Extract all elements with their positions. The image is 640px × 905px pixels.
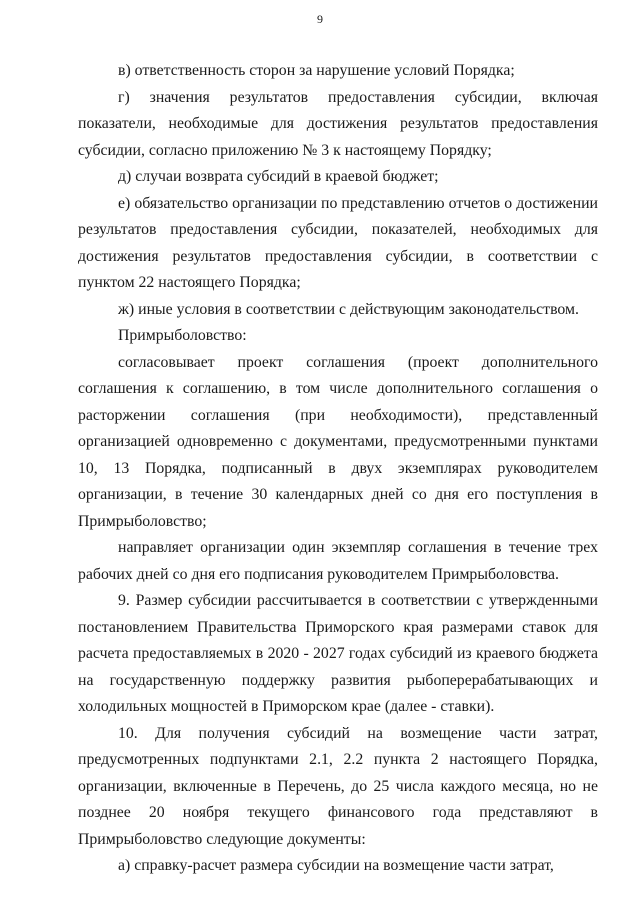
paragraph-item-v: в) ответственность сторон за нарушение условий Порядка; xyxy=(118,62,515,79)
document-body xyxy=(78,58,598,880)
page-number: 9 xyxy=(317,12,323,26)
paragraph-section-10: 10. Для получения субсидий на возмещение части затрат, предусмотренных подпунктами 2.1, 2.2 пункта 2 настоящего Порядка, организации, включенные в Перечень, до 25 числа каждого месяца, но не позднее 20 ноября текущего финансового года представляют в Примрыболовство следующие документы: xyxy=(78,724,598,848)
paragraph-heading-primrybolovstvo: Примрыболовство: xyxy=(118,327,247,344)
paragraph-sends-copy: направляет организации один экземпляр соглашения в течение трех рабочих дней со дня его подписания руководителем Примрыболовства. xyxy=(78,539,598,583)
paragraph-item-d: д) случаи возврата субсидий в краевой бюджет; xyxy=(118,168,439,185)
paragraph-section-9: 9. Размер субсидии рассчитывается в соответствии с утвержденными постановлением Правительства Приморского края размерами ставок для расчета предоставляемых в 2020 - 2027 годах субсидий из краевого бюджета на государственную поддержку развития рыбоперерабатывающих и холодильных мощностей в Приморском крае (далее - ставки). xyxy=(78,592,598,715)
paragraph-item-e: е) обязательство организации по представлению отчетов о достижении результатов предоставления субсидии, показателей, необходимых для достижения результатов предоставления субсидии, в соответствии с пунктом 22 настоящего Порядка; xyxy=(78,194,598,291)
paragraph-item-zh: ж) иные условия в соответствии с действующим законодательством. xyxy=(118,300,579,318)
paragraph-item-a: а) справку-расчет размера субсидии на возмещение части затрат, xyxy=(118,857,554,874)
paragraph-item-g: г) значения результатов предоставления субсидии, включая показатели, необходимые для достижения результатов предоставления субсидии, согласно приложению № 3 к настоящему Порядку; xyxy=(78,88,598,159)
paragraph-agrees-draft: согласовывает проект соглашения (проект дополнительного соглашения к соглашению, в том числе дополнительного соглашения о расторжении соглашения (при необходимости), представленный организацией одновременно с документами, предусмотренными пунктами 10, 13 Порядка, подписанный в двух экземплярах руководителем организации, в течение 30 календарных дней со дня его поступления в Примрыболовство; xyxy=(78,353,598,530)
